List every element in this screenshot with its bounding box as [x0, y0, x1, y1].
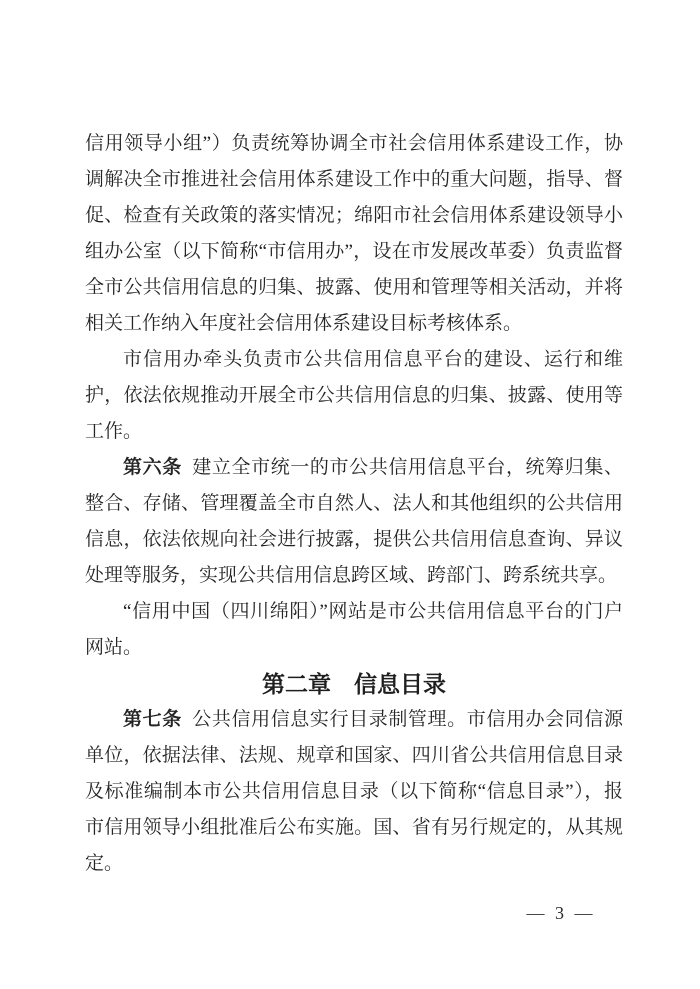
article-6-text: 建立全市统一的市公共信用信息平台，统筹归集、整合、存储、管理覆盖全市自然人、法人和其他组织的公共信用信息，依法依规向社会进行披露，提供公共信用信息查询、异议处理等服务，实现公共信用信息跨区域、跨部门、跨系统共享。 [85, 457, 623, 586]
article-7-number: 第七条 [123, 709, 182, 730]
paragraph-continuation: 信用领导小组”）负责统筹协调全市社会信用体系建设工作，协调解决全市推进社会信用体系建设工作中的重大问题，指导、督促、检查有关政策的落实情况；绵阳市社会信用体系建设领导小组办公室（以下简称“市信用办”，设在市发展改革委）负责监督全市公共信用信息的归集、披露、使用和管理等相关活动，并将相关工作纳入年度社会信用体系建设目标考核体系。 [85, 133, 623, 334]
article-6-number: 第六条 [123, 457, 182, 478]
document-body [85, 126, 623, 882]
paragraph-article-7 [85, 702, 623, 882]
chapter-heading: 第二章 信息目录 [262, 671, 446, 697]
paragraph-article-6 [85, 450, 623, 594]
article-7-text: 公共信用信息实行目录制管理。市信用办会同信源单位，依据法律、法规、规章和国家、四川省公共信用信息目录及标准编制本市公共信用信息目录（以下简称“信息目录”），报市信用领导小组批准后公布实施。国、省有另行规定的，从其规定。 [85, 709, 623, 874]
paragraph-portal-website: “信用中国（四川绵阳）”网站是市公共信用信息平台的门户网站。 [85, 601, 623, 658]
paragraph-credit-office-duties: 市信用办牵头负责市公共信用信息平台的建设、运行和维护，依法依规推动开展全市公共信用信息的归集、披露、使用等工作。 [85, 349, 623, 442]
page-number: — 3 — [526, 903, 596, 923]
